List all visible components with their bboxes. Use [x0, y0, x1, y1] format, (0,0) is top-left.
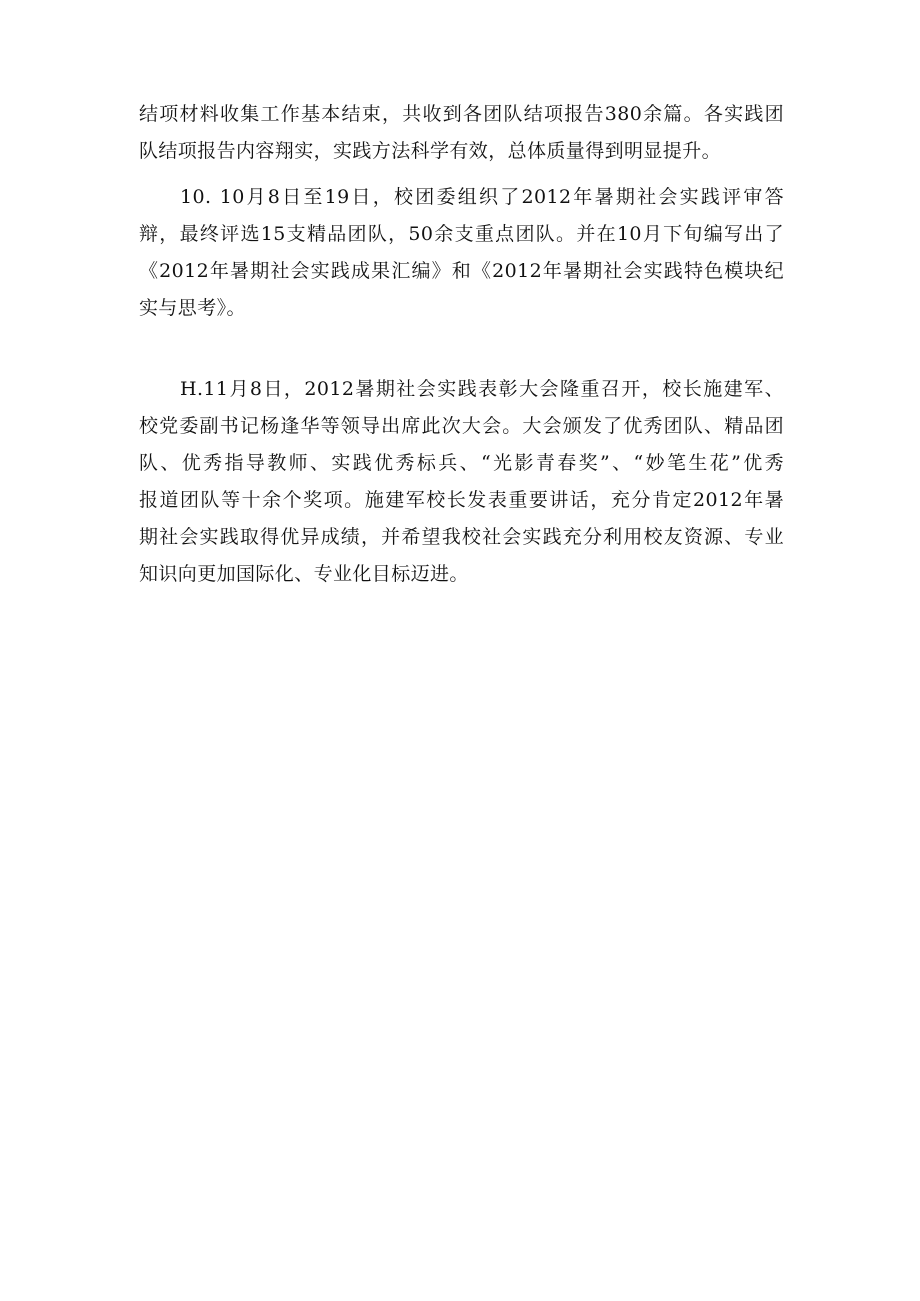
- text-line: 队结项报告内容翔实，实践方法科学有效，总体质量得到明显提升。: [139, 140, 722, 162]
- paragraph-item-11-ceremony: [139, 371, 784, 593]
- text-line: 队、优秀指导教师、实践优秀标兵、“光影青春奖”、“妙笔生花”优秀: [139, 452, 784, 474]
- text-line: 校党委副书记杨逢华等领导出席此次大会。大会颁发了优秀团队、精品团: [139, 415, 784, 437]
- text-line: 10. 10月8日至19日，校团委组织了2012年暑期社会实践评审答: [180, 186, 784, 208]
- paragraph-item-10-review: [139, 179, 784, 327]
- text-line: 《2012年暑期社会实践成果汇编》和《2012年暑期社会实践特色模块纪: [139, 260, 784, 282]
- text-line: 期社会实践取得优异成绩，并希望我校社会实践充分利用校友资源、专业: [139, 526, 784, 548]
- text-line: 辩，最终评选15支精品团队，50余支重点团队。并在10月下旬编写出了: [139, 223, 784, 245]
- paragraph-report-collection: [139, 96, 784, 170]
- text-line: 实与思考》。: [139, 297, 246, 319]
- text-line: H.11月8日，2012暑期社会实践表彰大会隆重召开，校长施建军、: [180, 378, 784, 400]
- text-line: 结项材料收集工作基本结束，共收到各团队结项报告380余篇。各实践团: [139, 103, 784, 125]
- text-line: 知识向更加国际化、专业化目标迈进。: [139, 563, 469, 585]
- text-line: 报道团队等十余个奖项。施建军校长发表重要讲话，充分肯定2012年暑: [139, 489, 784, 511]
